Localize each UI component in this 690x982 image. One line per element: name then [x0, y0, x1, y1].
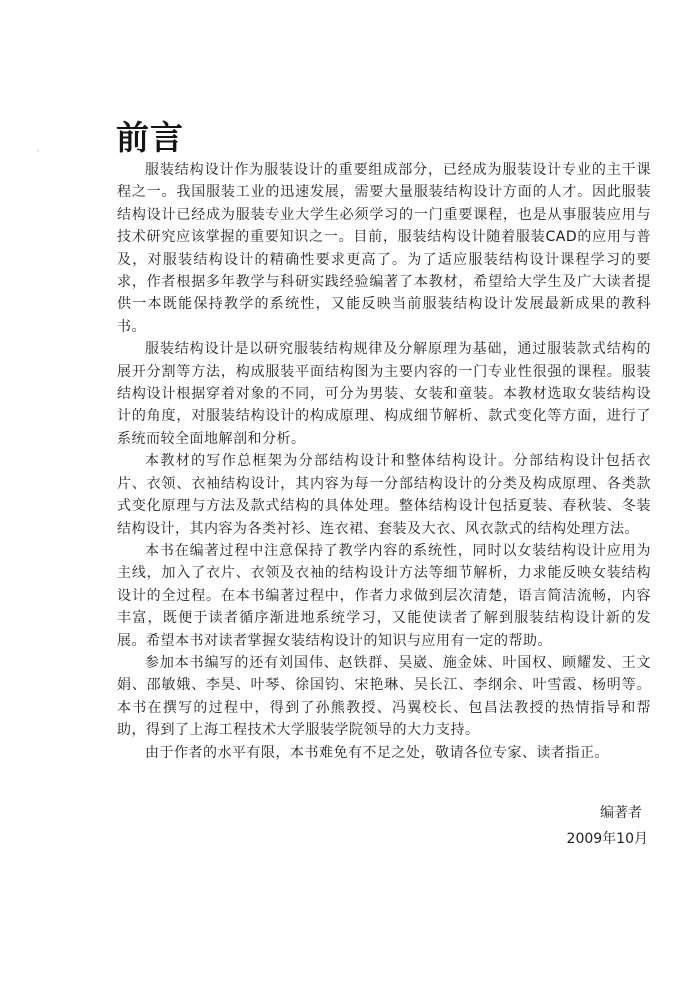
paragraph-definition: 服装结构设计是以研究服装结构规律及分解原理为基础，通过服装款式结构的展开分割等方法，构成服装平面结构图为主要内容的一门专业性很强的课程。服装结构设计根据穿着对象的不同，可分为男装、女装和童装。本教材选取女装结构设计的角度，对服装结构设计的构成原理、构成细节解析、款式变化等方面，进行了系统而较全面地解剖和分析。: [117, 341, 651, 447]
paragraph-intro: 服装结构设计作为服装设计的重要组成部分，已经成为服装设计专业的主干课程之一。我国服装工业的迅速发展，需要大量服装结构设计方面的人才。因此服装结构设计已经成为服装专业大学生必须学习的一门重要课程，也是从事服装应用与技术研究应该掌握的重要知识之一。目前，服装结构设计随着服装CAD的应用与普及，对服装结构设计的精确性要求更高了。为了适应服装结构设计课程学习的要求，作者根据多年教学与科研实践经验编著了本教材，希望给大学生及广大读者提供一本既能保持教学的系统性，又能反映当前服装结构设计发展最新成果的教科书。: [117, 162, 651, 335]
scan-speck: [37, 150, 39, 152]
signature-author: 编著者: [600, 805, 642, 821]
paragraph-writing-process: 本书在编著过程中注意保持了教学内容的系统性，同时以女装结构设计应用为主线，加入了衣片、衣领及衣袖的结构设计方法等细节解析，力求能反映女装结构设计的全过程。在本书编著过程中，作者力求做到层次清楚，语言简洁流畅，内容丰富，既便于读者循序渐进地系统学习，又能使读者了解到服装结构设计新的发展。希望本书对读者掌握女装结构设计的知识与应用有一定的帮助。: [117, 542, 651, 649]
paragraph-closing: 由于作者的水平有限，本书难免有不足之处，敬请各位专家、读者指正。: [145, 744, 609, 761]
signature-block: [567, 800, 648, 852]
signature-date: 2009年10月: [566, 831, 648, 847]
paragraph-acknowledgements: 参加本书编写的还有刘国伟、赵铁群、吴崴、施金妹、叶国权、顾耀发、王文娟、邵敏娥、李昊、叶琴、徐国钧、宋艳琳、吴长江、李纲余、叶雪霞、杨明等。本书在撰写的过程中，得到了孙熊教授、冯翼校长、包昌法教授的热情指导和帮助，得到了上海工程技术大学服装学院领导的大力支持。: [117, 654, 651, 739]
paragraph-framework: 本教材的写作总框架为分部结构设计和整体结构设计。分部结构设计包括衣片、衣领、衣袖结构设计，其内容为每一分部结构设计的分类及构成原理、各类款式变化原理与方法及款式结构的具体处理。整体结构设计包括夏装、春秋装、冬装结构设计，其内容为各类衬衫、连衣裙、套装及大衣、风衣款式的结构处理方法。: [117, 453, 651, 537]
page-title: 前言: [116, 118, 184, 157]
preface-body: [117, 159, 651, 764]
